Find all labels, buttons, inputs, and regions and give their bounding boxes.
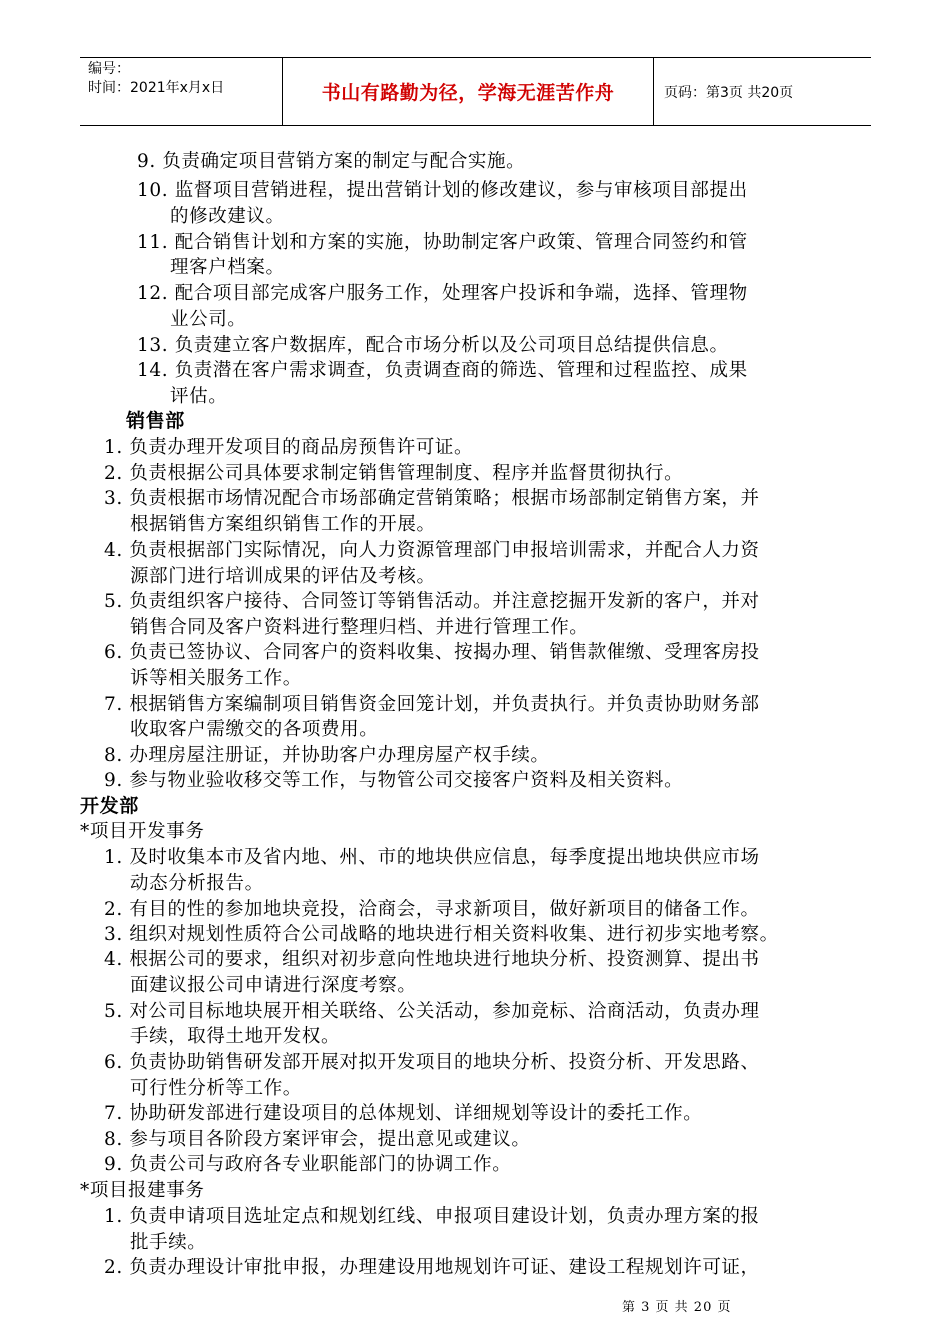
section-heading-sales: 销售部	[126, 410, 185, 432]
text-line: 收取客户需缴交的各项费用。	[130, 719, 379, 740]
text-line: 9. 负责公司与政府各专业职能部门的协调工作。	[104, 1154, 512, 1175]
text-line: 理客户档案。	[170, 257, 285, 278]
page-footer: 第 3 页 共 20 页	[622, 1300, 732, 1315]
text-line: 2. 负责根据公司具体要求制定销售管理制度、程序并监督贯彻执行。	[104, 463, 684, 484]
text-line: 的修改建议。	[170, 206, 285, 227]
text-line: 2. 负责办理设计审批申报，办理建设用地规划许可证、建设工程规划许可证，	[104, 1257, 760, 1278]
text-line: 6. 负责协助销售研发部开展对拟开发项目的地块分析、投资分析、开发思路、	[104, 1052, 760, 1073]
text-line: 8. 参与项目各阶段方案评审会，提出意见或建议。	[104, 1129, 531, 1150]
document-number-label: 编号：	[88, 61, 130, 77]
text-line: 4. 负责根据部门实际情况，向人力资源管理部门申报培训需求，并配合人力资	[104, 540, 760, 561]
text-line: 5. 对公司目标地块展开相关联络、公关活动，参加竞标、洽商活动，负责办理	[104, 1001, 760, 1022]
text-line: 8. 办理房屋注册证，并协助客户办理房屋产权手续。	[104, 745, 550, 766]
header-page-info: 页码：第3页 共20页	[664, 84, 794, 101]
text-line: 业公司。	[170, 309, 247, 330]
text-line: 手续，取得土地开发权。	[130, 1026, 341, 1047]
text-line: 3. 组织对规划性质符合公司战略的地块进行相关资料收集、进行初步实地考察。	[104, 924, 779, 945]
text-line: 13. 负责建立客户数据库，配合市场分析以及公司项目总结提供信息。	[137, 335, 729, 356]
text-line: 4. 根据公司的要求，组织对初步意向性地块进行地块分析、投资测算、提出书	[104, 949, 760, 970]
text-line: 销售合同及客户资料进行整理归档、并进行管理工作。	[130, 617, 589, 638]
text-line: 7. 根据销售方案编制项目销售资金回笼计划，并负责执行。并负责协助财务部	[104, 694, 760, 715]
text-line: 源部门进行培训成果的评估及考核。	[130, 566, 436, 587]
text-line: 6. 负责已签协议、合同客户的资料收集、按揭办理、销售款催缴、受理客房投	[104, 642, 760, 663]
text-line: 12. 配合项目部完成客户服务工作，处理客户投诉和争端，选择、管理物	[137, 283, 748, 304]
text-line: 2. 有目的性的参加地块竞投，洽商会，寻求新项目，做好新项目的储备工作。	[104, 899, 760, 920]
section-heading-development: 开发部	[80, 795, 139, 817]
text-line: 10. 监督项目营销进程，提出营销计划的修改建议，参与审核项目部提出	[137, 180, 748, 201]
header-meta	[80, 58, 283, 125]
text-line: 7. 协助研发部进行建设项目的总体规划、详细规划等设计的委托工作。	[104, 1103, 703, 1124]
text-line: 9. 参与物业验收移交等工作，与物管公司交接客户资料及相关资料。	[104, 770, 684, 791]
text-line: 9. 负责确定项目营销方案的制定与配合实施。	[137, 151, 526, 172]
text-line: 1. 负责办理开发项目的商品房预售许可证。	[104, 437, 474, 458]
text-line: 评估。	[170, 386, 228, 407]
header-motto: 书山有路勤为径，学海无涯苦作舟	[283, 58, 654, 125]
text-line: 批手续。	[130, 1232, 207, 1253]
text-line: 5. 负责组织客户接待、合同签订等销售活动。并注意挖掘开发新的客户，并对	[104, 591, 760, 612]
text-line: 根据销售方案组织销售工作的开展。	[130, 514, 436, 535]
text-line: 动态分析报告。	[130, 873, 264, 894]
text-line: 面建议报公司申请进行深度考察。	[130, 975, 417, 996]
text-line: 1. 及时收集本市及省内地、州、市的地块供应信息，每季度提出地块供应市场	[104, 847, 760, 868]
subsection-heading: *项目开发事务	[80, 821, 205, 842]
text-line: 可行性分析等工作。	[130, 1078, 302, 1099]
text-line: 1. 负责申请项目选址定点和规划红线、申报项目建设计划，负责办理方案的报	[104, 1206, 760, 1227]
text-line: 诉等相关服务工作。	[130, 668, 302, 689]
text-line: 14. 负责潜在客户需求调查，负责调查商的筛选、管理和过程监控、成果	[137, 360, 748, 381]
text-line: 3. 负责根据市场情况配合市场部确定营销策略；根据市场部制定销售方案，并	[104, 488, 760, 509]
page-header	[80, 57, 871, 126]
text-line: 11. 配合销售计划和方案的实施，协助制定客户政策、管理合同签约和管	[137, 232, 748, 253]
document-time-label: 时间：2021年x月x日	[88, 80, 225, 96]
subsection-heading: *项目报建事务	[80, 1180, 205, 1201]
